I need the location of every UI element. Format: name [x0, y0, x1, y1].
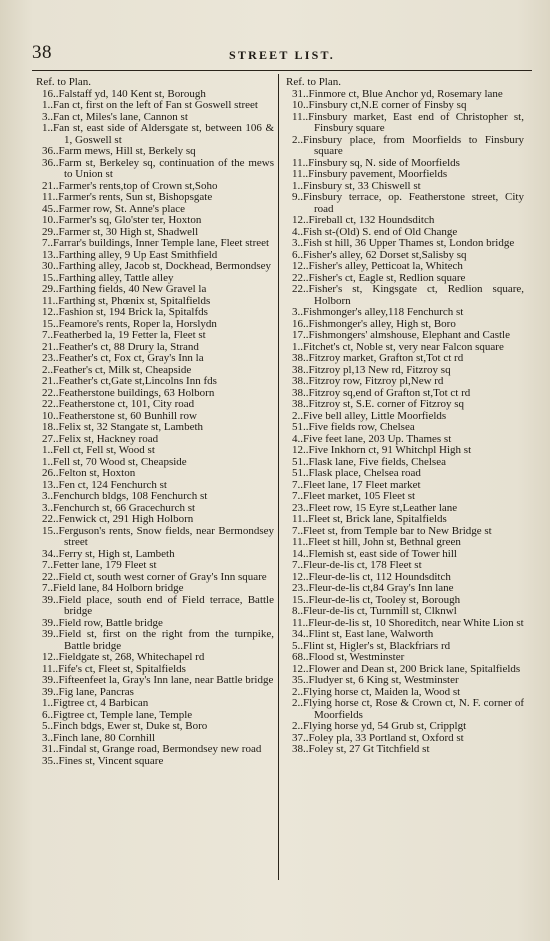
street-entry: 27..Felix st, Hackney road	[42, 432, 159, 445]
street-entry: 6..Figtree ct, Temple lane, Temple	[42, 708, 193, 721]
street-entry: 11..Finsbury pavement, Moorfields	[292, 168, 448, 180]
street-entry: 38..Fitzroy st, S.E. corner of Fitzroy sq	[292, 398, 465, 410]
street-entry: 51..Flask lane, Five fields, Chelsea	[292, 455, 446, 468]
street-entry: 12..Fisher's alley, Petticoat la, Whitech	[292, 260, 463, 272]
street-entry: 23..Fleur-de-lis ct,84 Gray's Inn lane	[292, 582, 454, 594]
street-entry: 22..Fenwick ct, 291 High Holborn	[42, 513, 194, 525]
street-entry: 11..Farmer's rents, Sun st, Bishopsgate	[42, 191, 213, 203]
street-entry: 11..Farthing st, Phœnix st, Spitalfields	[42, 294, 211, 307]
street-entry: 22..Field ct, south west corner of Gray's Inn square	[42, 570, 267, 583]
column-heading: Ref. to Plan.	[286, 77, 341, 88]
street-entry: 7..Fleet market, 105 Fleet st	[292, 490, 416, 502]
street-entry: 12..Flower and Dean st, 200 Brick lane, Spitalfields	[292, 662, 521, 675]
street-entry: 1..Fitchet's ct, Noble st, very near Falcon square	[292, 340, 504, 353]
street-entry: 30..Farthing alley, Jacob st, Dockhead, Bermondsey	[42, 260, 272, 272]
street-entry: 34..Flint st, East lane, Walworth	[292, 628, 434, 640]
street-entry: 6..Fisher's alley, 62 Dorset st,Salisby sq	[292, 248, 467, 261]
street-entry: 16..Falstaff yd, 140 Kent st, Borough	[42, 87, 206, 100]
street-entry: 12..Five Inkhorn ct, 91 Whitchpl High st	[292, 444, 472, 456]
street-entry: 8..Fleur-de-lis ct, Turnmill st, Clknwl	[292, 605, 457, 617]
street-entry: 7..Farrar's buildings, Inner Temple lane, Fleet street	[42, 237, 270, 249]
street-entry: 23..Feather's ct, Fox ct, Gray's Inn la	[42, 352, 204, 364]
street-entry: 21..Feather's ct, 88 Drury la, Strand	[42, 340, 199, 353]
street-entry: 36..Farm mews, Hill st, Berkely sq	[42, 145, 196, 157]
street-entry: 12..Fireball ct, 132 Houndsditch	[292, 214, 435, 226]
street-entry: 51..Five fields row, Chelsea	[292, 421, 415, 433]
street-entry: 36..Farm st, Berkeley sq, continuation of the mews to Union st	[42, 156, 274, 180]
street-entry: 2..Five bell alley, Little Moorfields	[292, 409, 447, 422]
street-entry: 31..Findal st, Grange road, Bermondsey new road	[42, 743, 262, 755]
street-entry: 29..Farmer st, 30 High st, Shadwell	[42, 225, 199, 238]
street-entry: 11..Finsbury market, East end of Christopher st, Finsbury square	[292, 110, 524, 134]
street-entry: 12..Fleur-de-lis ct, 112 Houndsditch	[292, 570, 451, 583]
column-heading: Ref. to Plan.	[36, 77, 91, 88]
street-entry: 2..Flying horse ct, Maiden la, Wood st	[292, 685, 461, 698]
street-entry: 38..Fitzroy pl,13 New rd, Fitzroy sq	[292, 363, 451, 376]
street-entry: 21..Feather's ct,Gate st,Lincolns Inn fds	[42, 375, 217, 387]
column-divider	[278, 74, 279, 880]
street-entry: 15..Fleur-de-lis ct, Tooley st, Borough	[292, 593, 461, 606]
street-entry: 2..Flying horse ct, Rose & Crown ct, N. F. corner of Moorfields	[292, 697, 524, 721]
street-entry: 39..Field st, first on the right from the turnpike, Battle bridge	[42, 628, 274, 652]
street-entry: 7..Fleur-de-lis ct, 178 Fleet st	[292, 559, 422, 571]
street-entry: 1..Fell ct, Fell st, Wood st	[42, 444, 155, 456]
street-entry: 26..Felton st, Hoxton	[42, 467, 136, 479]
street-entry: 23..Fleet row, 15 Eyre st,Leather lane	[292, 501, 458, 514]
street-entry: 11..Fife's ct, Fleet st, Spitalfields	[42, 662, 186, 675]
street-entry: 21..Farmer's rents,top of Crown st,Soho	[42, 179, 218, 192]
street-entry: 38..Foley st, 27 Gt Titchfield st	[292, 743, 430, 755]
street-entry: 22..Featherstone ct, 101, City road	[42, 398, 195, 410]
street-entry: 11..Fleet st hill, John st, Bethnal green	[292, 536, 461, 548]
street-entry: 7..Fleet lane, 17 Fleet market	[292, 478, 421, 491]
street-entry: 5..Flint st, Higler's st, Blackfriars rd	[292, 639, 451, 652]
street-entry: 10..Featherstone st, 60 Bunhill row	[42, 409, 197, 422]
street-entry: 1..Finsbury st, 33 Chiswell st	[292, 179, 421, 192]
street-entry: 38..Fitzroy sq,end of Grafton st,Tot ct rd	[292, 386, 471, 399]
street-entry: 14..Flemish st, east side of Tower hill	[292, 547, 457, 560]
street-entry: 51..Flask place, Chelsea road	[292, 467, 421, 479]
street-entry: 3..Finch lane, 80 Cornhill	[42, 731, 156, 744]
street-entry: 35..Fludyer st, 6 King st, Westminster	[292, 674, 459, 686]
street-entry: 22..Fisher's st, Kingsgate ct, Redlion square, Holborn	[292, 283, 524, 307]
running-title: STREET LIST.	[229, 48, 335, 62]
page-number: 38	[32, 42, 52, 63]
street-entry: 13..Fen ct, 124 Fenchurch st	[42, 478, 167, 491]
street-entry: 9..Finsbury terrace, op. Featherstone street, City road	[292, 191, 524, 215]
street-entry: 34..Ferry st, High st, Lambeth	[42, 547, 175, 560]
street-entry: 3..Fishmonger's alley,118 Fenchurch st	[292, 306, 464, 318]
street-entry: 2..Flying horse yd, 54 Grub st, Cripplgt	[292, 720, 467, 732]
street-entry: 1..Fell st, 70 Wood st, Cheapside	[42, 455, 187, 468]
street-entry: 39..Fig lane, Pancras	[42, 685, 134, 698]
street-entry: 37..Foley pla, 33 Portland st, Oxford st	[292, 731, 464, 744]
street-entry: 1..Fan ct, first on the left of Fan st Goswell street	[42, 99, 258, 111]
street-entry: 1..Figtree ct, 4 Barbican	[42, 697, 149, 709]
street-entry: 1..Fan st, east side of Aldersgate st, between 106 & 1, Goswell st	[42, 122, 274, 146]
street-entry: 22..Featherstone buildings, 63 Holborn	[42, 386, 215, 399]
street-entry: 10..Finsbury ct,N.E corner of Finsby sq	[292, 99, 467, 111]
street-entry: 35..Fines st, Vincent square	[42, 754, 164, 767]
street-entry: 68..Flood st, Westminster	[292, 651, 405, 663]
street-entry: 39..Fifteenfeet la, Gray's Inn lane, near Battle bridge	[42, 674, 274, 686]
street-entry: 3..Fan ct, Miles's lane, Cannon st	[42, 110, 188, 123]
street-entry: 15..Farthing alley, Tattle alley	[42, 271, 174, 284]
street-entry: 12..Fashion st, 194 Brick la, Spitalfds	[42, 306, 208, 318]
street-entry: 2..Finsbury place, from Moorfields to Finsbury square	[292, 133, 524, 157]
street-entry: 15..Ferguson's rents, Snow fields, near Bermondsey street	[42, 524, 274, 548]
page-header	[32, 42, 532, 64]
header-rule	[32, 70, 532, 71]
street-entry: 16..Fishmonger's alley, High st, Boro	[292, 317, 456, 330]
street-entry: 7..Fetter lane, 179 Fleet st	[42, 559, 157, 571]
street-entry: 11..Fleur-de-lis st, 10 Shoreditch, near White Lion st	[292, 616, 524, 629]
street-entry: 2..Feather's ct, Milk st, Cheapside	[42, 363, 192, 376]
street-entry: 7..Field lane, 84 Holborn bridge	[42, 582, 184, 594]
street-entry: 7..Featherbed la, 19 Fetter la, Fleet st	[42, 329, 206, 341]
street-entry: 3..Fenchurch bldgs, 108 Fenchurch st	[42, 490, 208, 502]
street-entry: 13..Farthing alley, 9 Up East Smithfield	[42, 248, 218, 261]
street-entry: 31..Finmore ct, Blue Anchor yd, Rosemary lane	[292, 87, 503, 100]
street-entry: 5..Finch bdgs, Ewer st, Duke st, Boro	[42, 720, 208, 732]
street-entry: 4..Five feet lane, 203 Up. Thames st	[292, 432, 452, 445]
street-entry: 39..Field place, south end of Field terrace, Battle bridge	[42, 593, 274, 617]
right-column	[284, 77, 524, 756]
street-entry: 11..Finsbury sq, N. side of Moorfields	[292, 156, 460, 169]
street-entry: 45..Farmer row, St. Anne's place	[42, 202, 186, 215]
street-entry: 15..Feamore's rents, Roper la, Horslydn	[42, 317, 217, 330]
street-entry: 11..Fleet st, Brick lane, Spitalfields	[292, 513, 447, 525]
street-entry: 3..Fish st hill, 36 Upper Thames st, London bridge	[292, 237, 515, 249]
street-entry: 38..Fitzroy market, Grafton st,Tot ct rd	[292, 352, 464, 364]
street-entry: 29..Farthing fields, 40 New Gravel la	[42, 283, 207, 295]
street-entry: 10..Farmer's sq, Glo'ster ter, Hoxton	[42, 214, 202, 226]
street-entry: 4..Fish st-(Old) S. end of Old Change	[292, 225, 458, 238]
street-entry: 39..Field row, Battle bridge	[42, 616, 163, 629]
street-entry: 17..Fishmongers' almshouse, Elephant and Castle	[292, 329, 510, 341]
street-entry: 22..Fisher's ct, Eagle st, Redlion square	[292, 271, 466, 284]
street-entry: 18..Felix st, 32 Stangate st, Lambeth	[42, 421, 204, 433]
street-entry: 7..Fleet st, from Temple bar to New Bridge st	[292, 524, 492, 537]
left-column	[34, 77, 274, 767]
street-entry: 3..Fenchurch st, 66 Gracechurch st	[42, 501, 196, 514]
street-entry: 38..Fitzroy row, Fitzroy pl,New rd	[292, 375, 444, 387]
street-entry: 12..Fieldgate st, 268, Whitechapel rd	[42, 651, 205, 663]
